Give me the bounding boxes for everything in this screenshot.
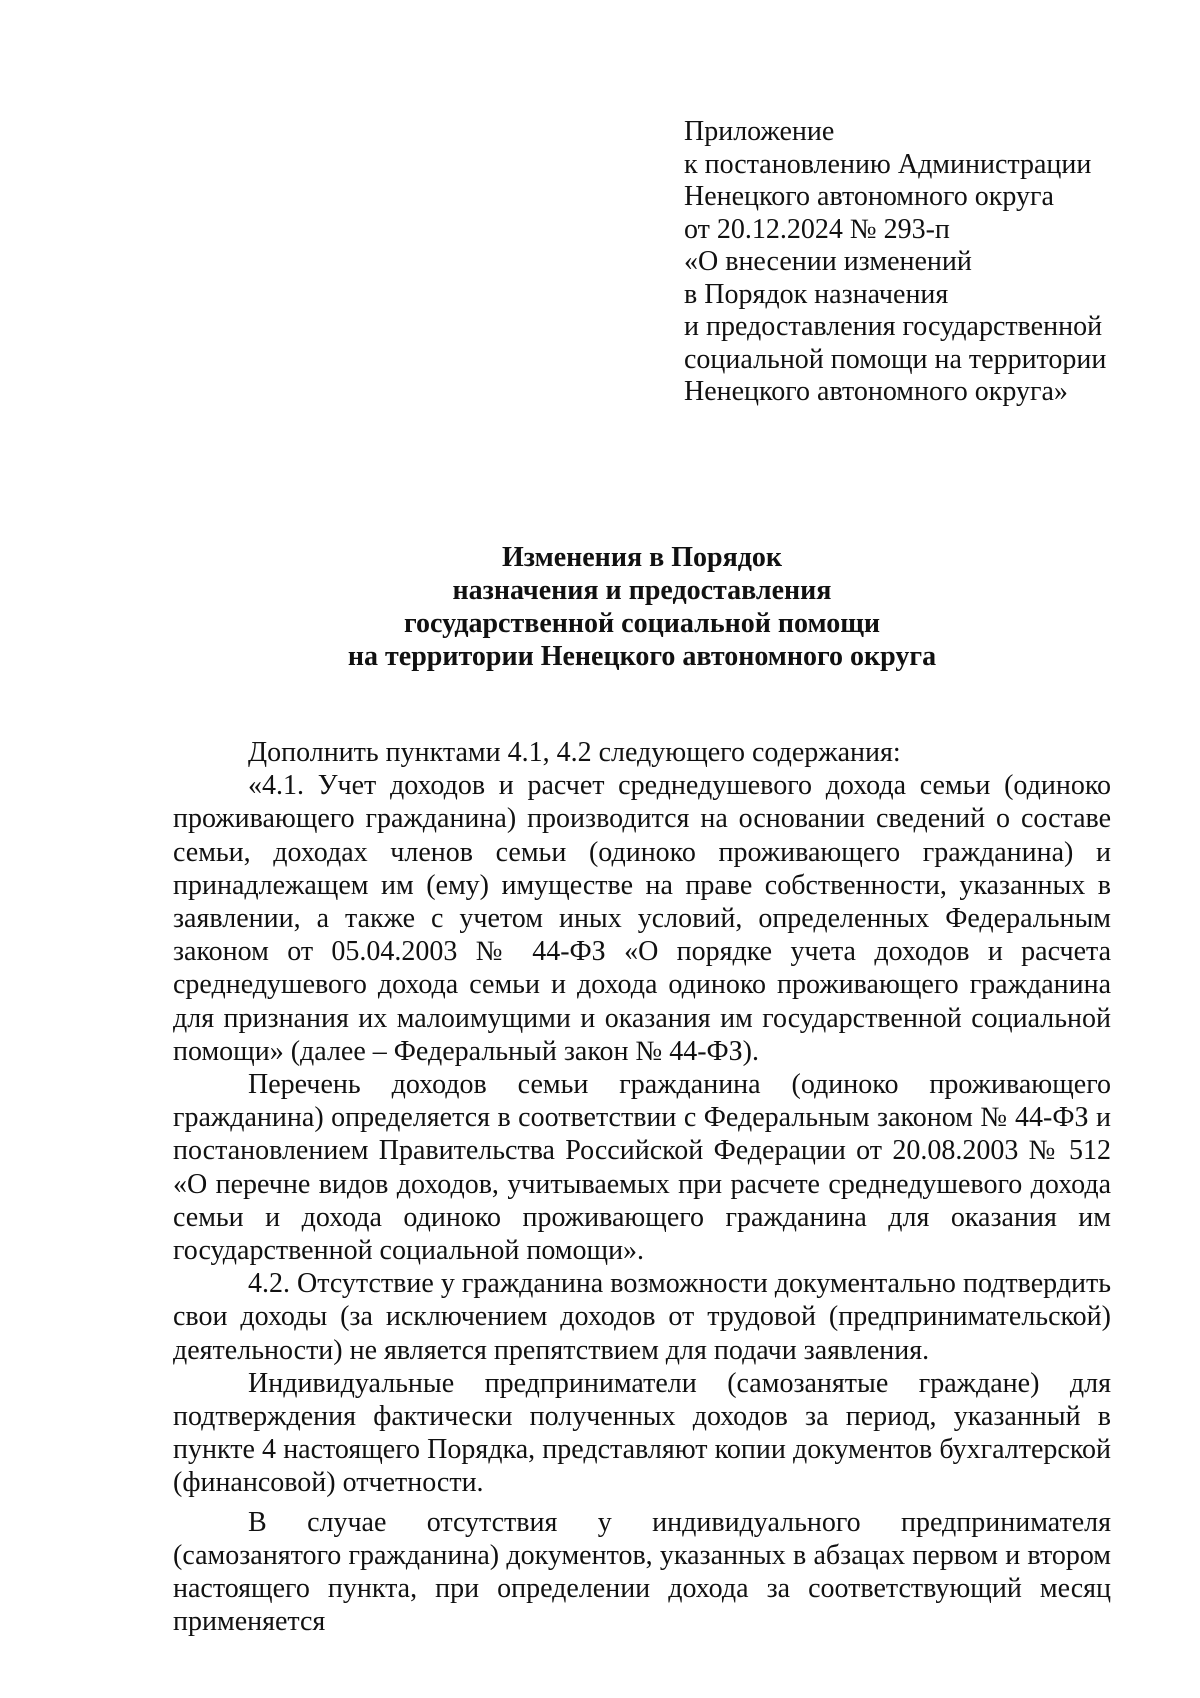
body-paragraph: В случае отсутствия у индивидуального предпринимателя (самозанятого гражданина) документов, указанных в абзацах первом и втором настоящего пункта, при определении дохода за соответствующий месяц применяется <box>173 1506 1111 1638</box>
appendix-line: «О внесении изменений <box>684 246 972 277</box>
body-paragraph: Перечень доходов семьи гражданина (одиноко проживающего гражданина) определяется в соответствии с Федеральным законом № 44-ФЗ и постановлением Правительства Российской Федерации от 20.08.2003 № 512 «О перечне видов доходов, учитываемых при расчете среднедушевого дохода семьи и дохода одиноко проживающего гражданина для оказания им государственной социальной помощи». <box>173 1069 1111 1267</box>
appendix-line: в Порядок назначения <box>684 278 949 310</box>
heading-line: назначения и предоставления <box>452 575 832 606</box>
body-paragraph: Дополнить пунктами 4.1, 4.2 следующего содержания: <box>248 737 901 768</box>
appendix-line: к постановлению Администрации <box>684 148 1092 180</box>
appendix-line: Ненецкого автономного округа <box>684 181 1054 212</box>
document-heading <box>170 541 1114 673</box>
appendix-line: Ненецкого автономного округа» <box>684 376 1068 407</box>
document-body <box>173 736 1111 1638</box>
appendix-line: Приложение <box>684 116 835 147</box>
body-paragraph: Индивидуальные предприниматели (самозанятые граждане) для подтверждения фактически полученных доходов за период, указанный в пункте 4 настоящего Порядка, представляют копии документов бухгалтерской (финансовой) отчетности. <box>173 1367 1111 1499</box>
appendix-line: социальной помощи на территории <box>684 343 1107 375</box>
body-paragraph: «4.1. Учет доходов и расчет среднедушевого дохода семьи (одиноко проживающего гражданина) производится на основании сведений о составе семьи, доходах членов семьи (одиноко проживающего гражданина) и принадлежащем им (ему) имуществе на праве собственности, указанных в заявлении, а также с учетом иных условий, определенных Федеральным законом от 05.04.2003 № 44-ФЗ «О порядке учета доходов и расчета среднедушевого дохода семьи и дохода одиноко проживающего гражданина для признания их малоимущими и оказания им государственной социальной помощи» (далее – Федеральный закон № 44-ФЗ). <box>173 770 1111 1067</box>
body-paragraph: 4.2. Отсутствие у гражданина возможности документально подтвердить свои доходы (за исключением доходов от трудовой (предпринимательской) деятельности) не является препятствием для подачи заявления. <box>173 1268 1111 1366</box>
heading-line: Изменения в Порядок <box>501 542 783 573</box>
appendix-line: от 20.12.2024 № 293-п <box>684 213 950 245</box>
heading-line: государственной социальной помощи <box>404 608 880 639</box>
appendix-block <box>684 116 1164 409</box>
appendix-line: и предоставления государственной <box>684 311 1103 342</box>
heading-line: на территории Ненецкого автономного округа <box>347 641 937 672</box>
